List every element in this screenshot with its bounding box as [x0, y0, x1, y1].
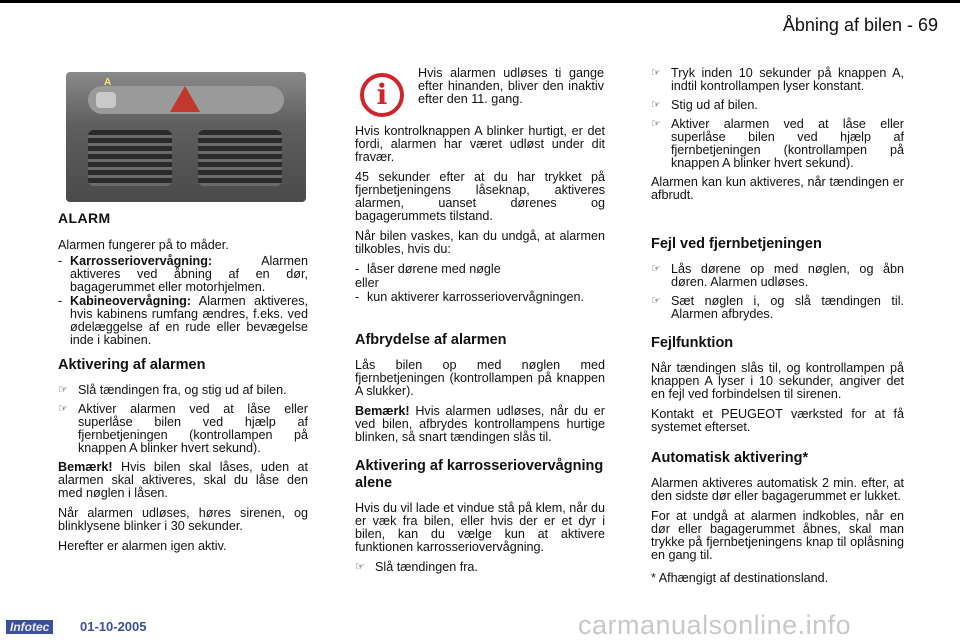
mode-item: - Kabineovervågning: Alarmen aktiveres, hvis kabinens rumfang ændres, f.eks. ved ødelæggelse af en rude eller bevægelse inde i kabinen.: [58, 294, 308, 347]
pointing-hand-icon: ☞: [651, 295, 661, 307]
section-title-remote-fault: Fejl ved fjernbetjeningen: [651, 236, 822, 252]
list-item: ☞ Slå tændingen fra.: [355, 560, 478, 574]
list-item: ☞ Tryk inden 10 sekunder på knappen A, indtil kontrollampen lyser konstant.: [651, 66, 904, 93]
or-text: eller: [355, 276, 379, 290]
note: Bemærk! Hvis alarmen udløses, når du er ved bilen, afbrydes kontrollampens hurtige blinken, så snart tændingen slås til.: [355, 404, 605, 444]
section-title-malfunction: Fejlfunktion: [651, 335, 734, 351]
section-title-alarm: ALARM: [58, 210, 111, 226]
mode-text: Alarmen aktiveres, hvis kabinens rumfang ændres, f.eks. ved ødelæggelse af en rude eller bevægelse inde i kabinen.: [70, 294, 308, 347]
mode-text: Alarmen aktiveres ved åbning af en dør, bagagerummet eller motorhjelmen.: [70, 254, 308, 294]
footer-date: 01-10-2005: [80, 619, 147, 634]
mode-term: Karrosseriovervågning:: [70, 254, 213, 268]
dashboard-photo: [66, 72, 306, 202]
option-item: - kun aktiverer karrosseriovervågningen.: [355, 290, 584, 304]
pointing-hand-icon: ☞: [651, 263, 661, 275]
pointing-hand-icon: ☞: [58, 403, 68, 415]
column-3: [651, 67, 904, 592]
paragraph: Når alarmen udløses, høres sirenen, og blinklysene blinker i 30 sekunder.: [58, 506, 308, 533]
warning-text: Hvis alarmen udløses ti gange efter hinanden, bliver den inaktiv efter den 11. gang.: [418, 66, 604, 106]
paragraph: Alarmen aktiveres automatisk 2 min. efter, at den sidste dør eller bagagerummet er lukket.: [651, 476, 904, 503]
column-1: [58, 212, 308, 560]
section-title-activation: Aktivering af alarmen: [58, 357, 206, 373]
list-item: ☞ Lås dørene op med nøglen, og åbn døren. Alarmen udløses.: [651, 262, 904, 289]
page-title: Åbning af bilen - 69: [782, 15, 938, 35]
mode-term: Kabineovervågning:: [70, 294, 192, 308]
warning-note: [418, 67, 604, 113]
pointing-hand-icon: ☞: [651, 118, 661, 130]
top-rule: [0, 0, 960, 3]
infotec-logo: Infotec: [6, 620, 53, 634]
paragraph: Lås bilen op med nøglen med fjernbetjeningen (kontrollampen på knappen A slukker).: [355, 358, 605, 398]
air-vent-left: [88, 130, 172, 186]
list-item: ☞ Slå tændingen fra, og stig ud af bilen.: [58, 383, 287, 397]
paragraph: 45 sekunder efter at du har trykket på fjernbetjeningens låseknap, aktiveres alarmen, uanset dørenes og bagagerummets tilstand.: [355, 170, 605, 223]
paragraph: Kontakt et PEUGEOT værksted for at få systemet efterset.: [651, 407, 904, 434]
list-item: ☞ Sæt nøglen i, og slå tændingen til. Alarmen afbrydes.: [651, 294, 904, 321]
intro-text: Alarmen fungerer på to måder.: [58, 238, 229, 252]
info-icon: i: [360, 73, 404, 117]
pointing-hand-icon: ☞: [355, 561, 365, 573]
section-title-auto-activation: Automatisk aktivering*: [651, 450, 809, 466]
paragraph: Hvis kontrolknappen A blinker hurtigt, er det fordi, alarmen har været udløst under dit fravær.: [355, 124, 605, 164]
footnote: * Afhængigt af destinationsland.: [651, 571, 829, 585]
air-vent-right: [198, 130, 282, 186]
mode-item: - Karrosseriovervågning: Alarmen aktiveres ved åbning af en dør, bagagerummet eller motorhjelmen.: [58, 254, 308, 294]
watermark: carmanualsonline.info: [578, 610, 852, 640]
list-item: ☞ Aktiver alarmen ved at låse eller superlåse bilen ved hjælp af fjernbetjeningen (kontrollampen på knappen A blinker hvert sekund).: [651, 117, 904, 170]
paragraph: Hvis du vil lade et vindue stå på klem, når du er væk fra bilen, eller hvis der er et dyr i bilen, kan du vælge kun at aktivere funktionen karrosseriovervågning.: [355, 501, 605, 554]
paragraph: For at undgå at alarmen indkobles, når en dør eller bagagerummet åbnes, skal man trykke på fjernbetjeningens knap til oplåsning en gang til.: [651, 509, 904, 562]
paragraph: Når bilen vaskes, kan du undgå, at alarmen tilkobles, hvis du:: [355, 229, 605, 256]
paragraph: Alarmen kan kun aktiveres, når tændingen er afbrudt.: [651, 175, 904, 202]
alarm-button-a: [96, 92, 116, 108]
list-item: ☞ Stig ud af bilen.: [651, 98, 758, 112]
section-title-body-only: Aktivering af karrosseriovervågning alene: [355, 458, 604, 491]
pointing-hand-icon: ☞: [651, 67, 661, 79]
button-a-label: A: [104, 77, 112, 88]
pointing-hand-icon: ☞: [651, 99, 661, 111]
hazard-warning-icon: [170, 86, 200, 112]
column-2: [355, 125, 605, 580]
section-title-deactivation: Afbrydelse af alarmen: [355, 332, 507, 348]
paragraph: Når tændingen slås til, og kontrollampen på knappen A lyser i 10 sekunder, angiver det en fejl ved forbindelsen til sirenen.: [651, 361, 904, 401]
note: Bemærk! Hvis bilen skal låses, uden at alarmen skal aktiveres, skal du låse den med nøglen i låsen.: [58, 460, 308, 500]
pointing-hand-icon: ☞: [58, 384, 68, 396]
paragraph: Herefter er alarmen igen aktiv.: [58, 539, 227, 553]
list-item: ☞ Aktiver alarmen ved at låse eller superlåse bilen ved hjælp af fjernbetjeningen (kontrollampen på knappen A blinker hvert sekund).: [58, 402, 308, 455]
option-item: - låser dørene med nøgle: [355, 262, 501, 276]
